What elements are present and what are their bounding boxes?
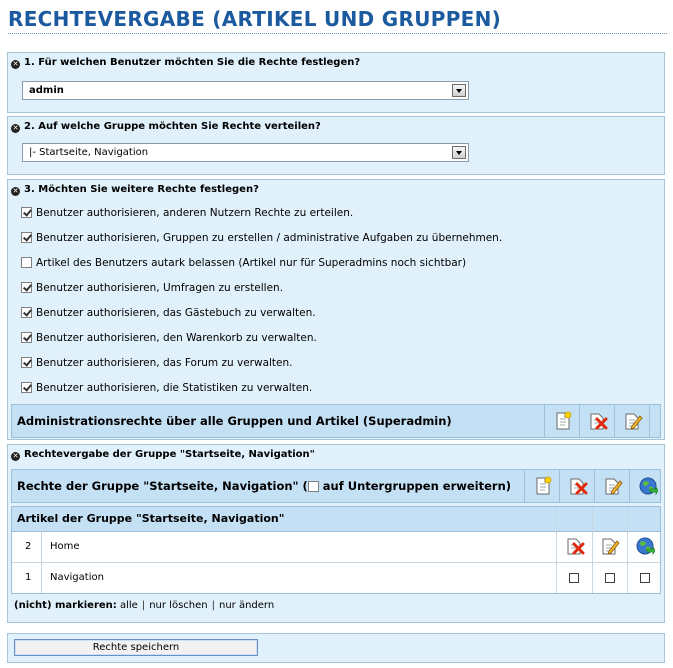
permission-option — [21, 305, 316, 321]
chevron-down-icon[interactable] — [452, 146, 466, 159]
article-number: 1 — [25, 572, 32, 583]
extra-rights-section — [7, 179, 665, 440]
col-divider — [41, 563, 42, 593]
col-divider — [627, 531, 628, 562]
col-divider — [556, 563, 557, 593]
group-rights-bar — [11, 469, 661, 503]
articles-table-header — [12, 507, 660, 532]
globe-icon[interactable] — [649, 405, 661, 437]
article-name: Home — [50, 541, 80, 552]
delete-checkbox[interactable] — [569, 573, 579, 583]
table-row — [12, 563, 660, 593]
superadmin-label: Administrationsrechte über alle Gruppen und Artikel (Superadmin) — [17, 414, 452, 428]
permission-label: Benutzer authorisieren, den Warenkorb zu verwalten. — [36, 332, 317, 344]
permission-label: Benutzer authorisieren, das Gästebuch zu verwalten. — [36, 307, 316, 319]
mark-change-link[interactable]: nur ändern — [218, 600, 275, 611]
collapse-icon[interactable]: ✕ — [12, 60, 19, 68]
title-divider — [8, 33, 667, 34]
superadmin-bar — [11, 404, 661, 438]
permission-checkbox[interactable] — [21, 357, 32, 368]
save-button[interactable]: Rechte speichern — [14, 639, 258, 656]
save-section — [7, 633, 665, 663]
mark-delete-link[interactable]: nur löschen — [149, 600, 208, 611]
mark-links: (nicht) markieren: alle | nur löschen | nur ändern — [14, 600, 275, 611]
permission-label: Artikel des Benutzers autark belassen (Artikel nur für Superadmins noch sichtbar) — [36, 257, 467, 269]
article-name: Navigation — [50, 572, 104, 583]
globe-icon[interactable] — [635, 536, 655, 556]
collapse-icon[interactable]: ✕ — [12, 452, 19, 460]
permission-checkbox[interactable] — [21, 232, 32, 243]
col-divider — [592, 563, 593, 593]
mark-all-link[interactable]: alle — [119, 600, 138, 611]
articles-header-label: Artikel der Gruppe "Startseite, Navigation" — [17, 512, 285, 525]
edit-checkbox[interactable] — [605, 573, 615, 583]
new-icon[interactable] — [524, 470, 560, 502]
permission-option — [21, 280, 283, 296]
extra-rights-heading: ✕ 3. Möchten Sie weitere Rechte festlegen? — [12, 184, 259, 195]
extend-subgroups-checkbox[interactable] — [308, 481, 319, 492]
permission-label: Benutzer authorisieren, anderen Nutzern Rechte zu erteilen. — [36, 207, 354, 219]
permission-option — [21, 380, 312, 396]
permission-checkbox[interactable] — [21, 282, 32, 293]
group-select-value: |- Startseite, Navigation — [29, 147, 149, 158]
user-section-heading: ✕ 1. Für welchen Benutzer möchten Sie die Rechte festlegen? — [12, 57, 361, 68]
publish-checkbox[interactable] — [640, 573, 650, 583]
permission-checkbox[interactable] — [21, 207, 32, 218]
user-select-value: admin — [29, 85, 64, 96]
group-rights-section — [7, 444, 665, 623]
permission-label: Benutzer authorisieren, Gruppen zu erstellen / administrative Aufgaben zu übernehmen. — [36, 232, 503, 244]
articles-table — [11, 506, 661, 594]
collapse-icon[interactable]: ✕ — [12, 124, 19, 132]
page-title: RECHTEVERGABE (ARTIKEL UND GRUPPEN) — [8, 7, 502, 31]
edit-icon[interactable] — [614, 405, 650, 437]
permission-label: Benutzer authorisieren, Umfragen zu erstellen. — [36, 282, 284, 294]
delete-icon[interactable] — [559, 470, 595, 502]
edit-icon[interactable] — [594, 470, 630, 502]
group-section-heading: ✕ 2. Auf welche Gruppe möchten Sie Rechte verteilen? — [12, 121, 321, 132]
mark-label: (nicht) markieren: — [14, 600, 117, 611]
permission-option — [21, 230, 502, 246]
permission-option — [21, 330, 317, 346]
permission-label: Benutzer authorisieren, das Forum zu verwalten. — [36, 357, 293, 369]
collapse-icon[interactable]: ✕ — [12, 187, 19, 195]
user-select[interactable] — [22, 81, 469, 100]
user-section — [7, 52, 665, 113]
edit-icon[interactable] — [600, 536, 620, 556]
permission-checkbox[interactable] — [21, 382, 32, 393]
permission-option — [21, 355, 293, 371]
globe-icon[interactable] — [629, 470, 665, 502]
table-row — [12, 531, 660, 563]
col-divider — [556, 507, 557, 531]
col-divider — [592, 531, 593, 562]
chevron-down-icon[interactable] — [452, 84, 466, 97]
new-icon[interactable] — [544, 405, 580, 437]
permission-checkbox[interactable] — [21, 307, 32, 318]
permission-checkbox[interactable] — [21, 257, 32, 268]
col-divider — [627, 507, 628, 531]
article-number: 2 — [25, 541, 32, 552]
group-section — [7, 116, 665, 175]
col-divider — [556, 531, 557, 562]
delete-icon[interactable] — [579, 405, 615, 437]
permission-option — [21, 255, 466, 271]
permission-option — [21, 205, 353, 221]
delete-icon[interactable] — [565, 536, 585, 556]
col-divider — [41, 531, 42, 562]
col-divider — [627, 563, 628, 593]
col-divider — [592, 507, 593, 531]
group-select[interactable] — [22, 143, 469, 162]
permission-checkbox[interactable] — [21, 332, 32, 343]
group-rights-label: Rechte der Gruppe "Startseite, Navigation" ( auf Untergruppen erweitern) — [17, 479, 512, 493]
permission-label: Benutzer authorisieren, die Statistiken zu verwalten. — [36, 382, 313, 394]
group-rights-heading: ✕ Rechtevergabe der Gruppe "Startseite, Navigation" — [12, 449, 315, 460]
